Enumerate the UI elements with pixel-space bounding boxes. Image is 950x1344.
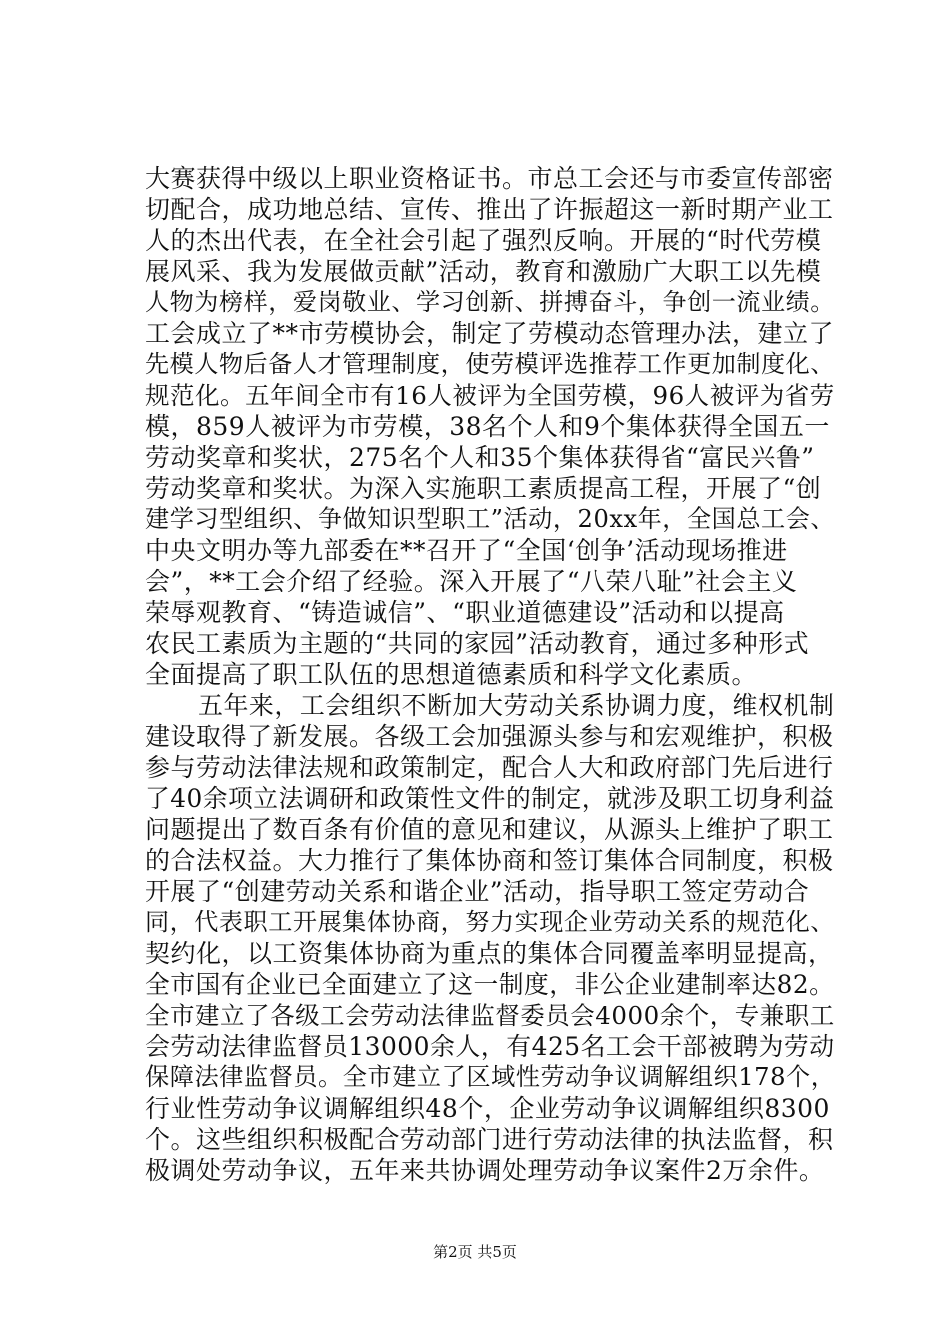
text-line: 个。这些组织积极配合劳动部门进行劳动法律的执法监督，积	[145, 1125, 834, 1154]
text-line: 工会成立了**市劳模协会，制定了劳模动态管理办法，建立了	[145, 319, 835, 348]
paragraph	[145, 690, 835, 1186]
text-line: 同，代表职工开展集体协商，努力实现企业劳动关系的规范化、	[145, 908, 835, 936]
text-line: 问题提出了数百条有价值的意见和建议，从源头上维护了职工	[145, 815, 834, 844]
text-line: 的合法权益。大力推行了集体协商和签订集体合同制度，积极	[145, 846, 834, 875]
text-line: 会劳动法律监督员13000余人，有425名工会干部被聘为劳动	[145, 1032, 835, 1061]
text-line: 人物为榜样，爱岗敬业、学习创新、拼搏奋斗，争创一流业绩。	[145, 288, 835, 316]
text-line: 全市建立了各级工会劳动法律监督委员会4000余个，专兼职工	[145, 1001, 835, 1030]
text-line: 保障法律监督员。全市建立了区域性劳动争议调解组织178个，	[145, 1063, 836, 1091]
text-line: 规范化。五年间全市有16人被评为全国劳模，96人被评为省劳	[145, 381, 835, 410]
text-line: 了40余项立法调研和政策性文件的制定，就涉及职工切身利益	[145, 784, 835, 813]
text-line: 展风采、我为发展做贡献”活动，教育和激励广大职工以先模	[145, 257, 822, 286]
text-line: 劳动奖章和奖状，275名个人和35个集体获得省“富民兴鲁”	[145, 443, 815, 472]
text-line: 全面提高了职工队伍的思想道德素质和科学文化素质。	[145, 660, 758, 689]
text-line: 会”，**工会介绍了经验。深入开展了“八荣八耻”社会主义	[145, 567, 798, 596]
page-number-footer: 第2页 共5页	[433, 1243, 517, 1261]
text-line: 先模人物后备人才管理制度，使劳模评选推荐工作更加制度化、	[145, 350, 835, 378]
text-line: 劳动奖章和奖状。为深入实施职工素质提高工程，开展了“创	[145, 474, 822, 503]
text-line: 极调处劳动争议，五年来共协调处理劳动争议案件2万余件。	[145, 1156, 825, 1185]
paragraph	[145, 163, 835, 690]
text-line: 契约化，以工资集体协商为重点的集体合同覆盖率明显提高，	[145, 939, 834, 968]
text-line: 模，859人被评为市劳模，38名个人和9个集体获得全国五一	[145, 412, 830, 441]
document-body	[145, 163, 835, 1186]
text-line: 中央文明办等九部委在**召开了“全国‘创争’活动现场推进	[145, 536, 788, 565]
text-line: 建设取得了新发展。各级工会加强源头参与和宏观维护，积极	[145, 722, 834, 751]
text-line: 荣辱观教育、“铸造诚信”、“职业道德建设”活动和以提高	[145, 598, 785, 627]
text-line: 五年来，工会组织不断加大劳动关系协调力度，维权机制	[198, 691, 835, 720]
text-line: 全市国有企业已全面建立了这一制度，非公企业建制率达82。	[145, 970, 835, 999]
text-line: 行业性劳动争议调解组织48个，企业劳动争议调解组织8300	[145, 1094, 830, 1123]
text-line: 建学习型组织、争做知识型职工”活动，20xx年，全国总工会、	[145, 505, 836, 533]
text-line: 人的杰出代表，在全社会引起了强烈反响。开展的“时代劳模	[145, 226, 822, 255]
text-line: 大赛获得中级以上职业资格证书。市总工会还与市委宣传部密	[145, 164, 834, 193]
text-line: 切配合，成功地总结、宣传、推出了许振超这一新时期产业工	[145, 195, 834, 224]
text-line: 参与劳动法律法规和政策制定，配合人大和政府部门先后进行	[145, 753, 834, 782]
text-line: 开展了“创建劳动关系和谐企业”活动，指导职工签定劳动合	[145, 877, 810, 906]
text-line: 农民工素质为主题的“共同的家园”活动教育，通过多种形式	[145, 629, 810, 658]
